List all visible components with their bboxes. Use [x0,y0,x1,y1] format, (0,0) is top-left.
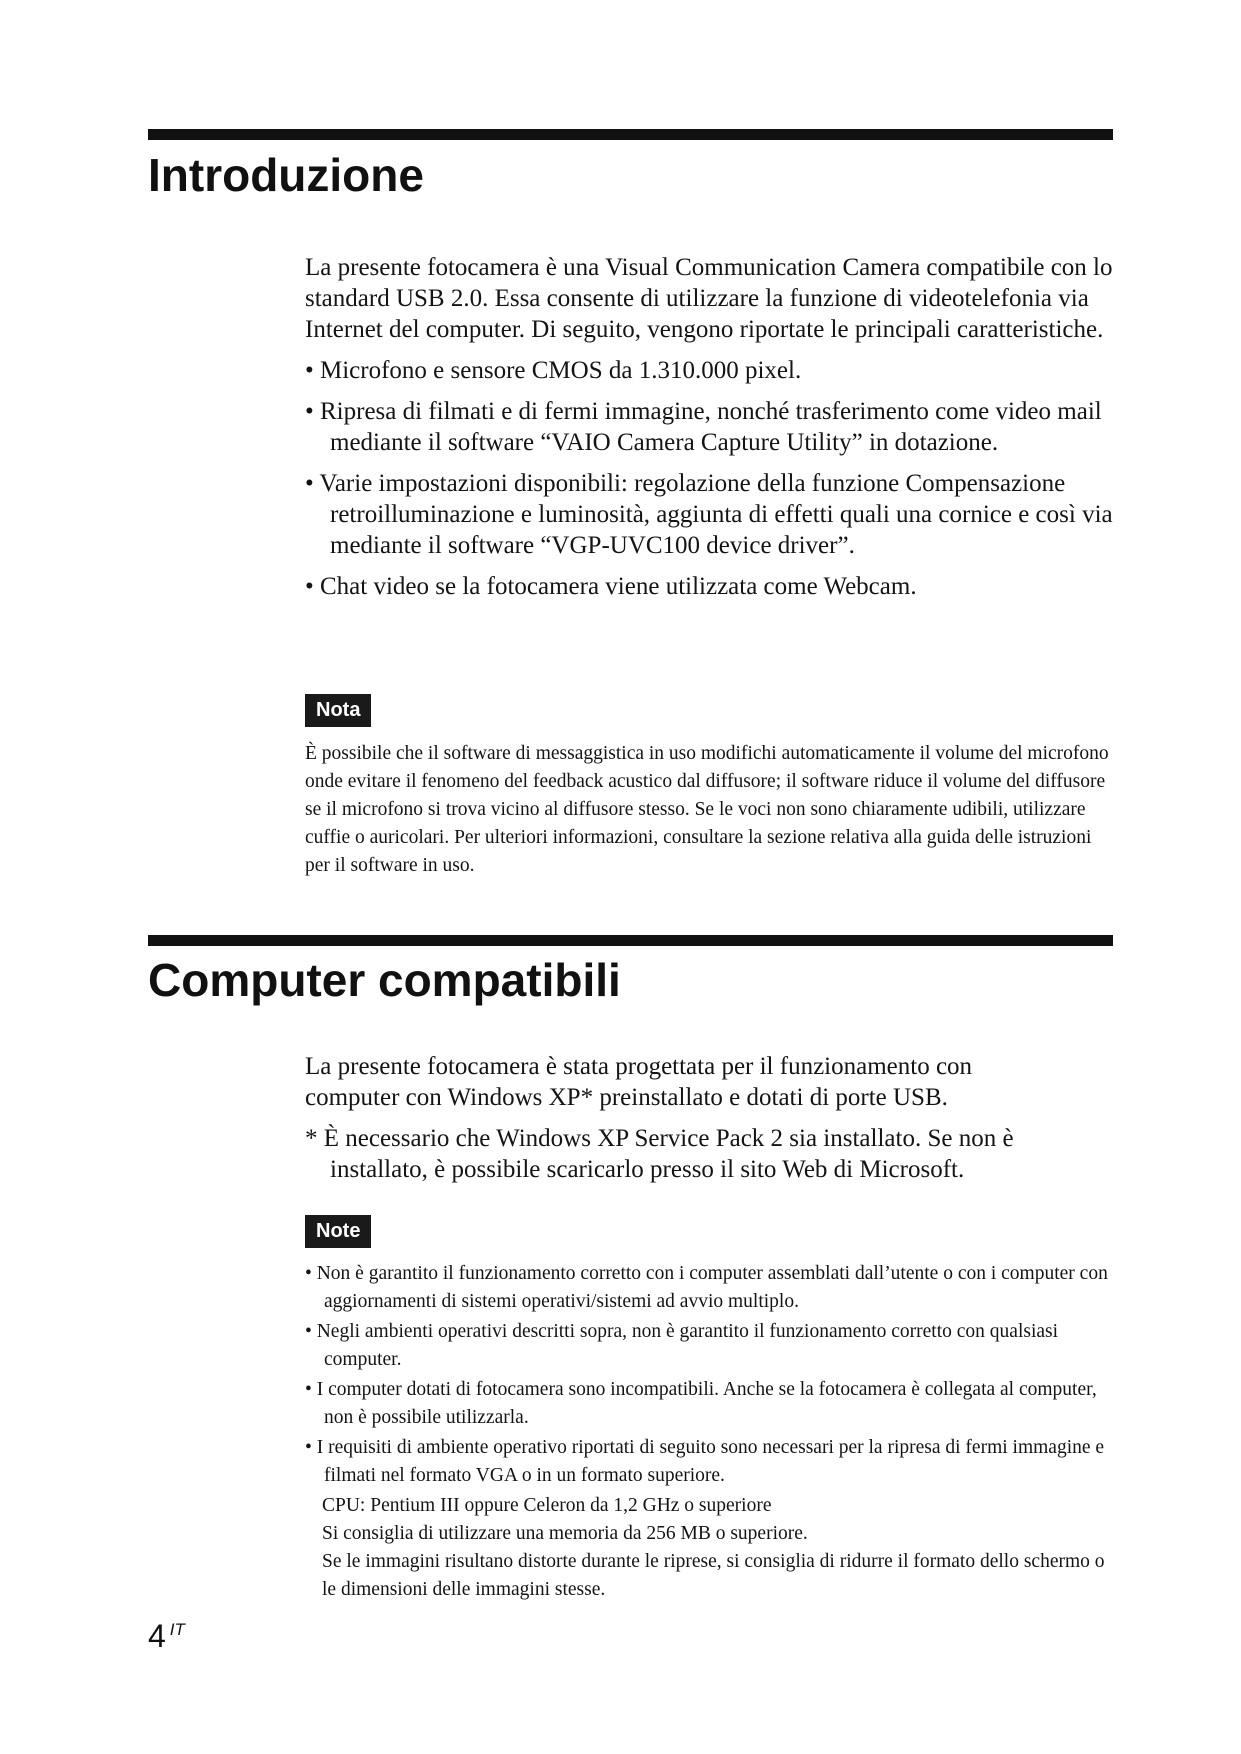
footnote: * È necessario che Windows XP Service Pack 2 sia installato. Se non è installato, è possibile scaricarlo presso il sito Web di Microsoft. [305,1125,1014,1183]
section-title-introduzione: Introduzione [148,149,424,201]
note-item: • I computer dotati di fotocamera sono incompatibili. Anche se la fotocamera è collegata al computer, non è possibile utilizzarla. [305,1379,1097,1428]
section-rule-computer-compatibili [148,935,1113,946]
feature-bullet: • Varie impostazioni disponibili: regolazione della funzione Compensazione retroilluminazione e luminosità, aggiunta di effetti quali una cornice e così via mediante il software “VGP-UVC100 device driver”. [305,470,1113,559]
page-number-value: 4 [148,1618,166,1654]
section-title-computer-compatibili: Computer compatibili [148,954,621,1006]
page-lang: IT [169,1620,185,1639]
introduzione-body [305,252,1115,602]
computer-compatibili-body [305,1051,1065,1185]
nota-text-block [305,740,1120,880]
note-item: • Negli ambienti operativi descritti sopra, non è garantito il funzionamento corretto con qualsiasi computer. [305,1321,1059,1370]
note-badge: Note [305,1215,371,1248]
feature-bullet: • Ripresa di filmati e di fermi immagine, nonché trasferimento come video mail mediante il software “VAIO Camera Capture Utility” in dotazione. [305,398,1102,456]
requirement-line: CPU: Pentium III oppure Celeron da 1,2 GHz o superiore [322,1495,772,1516]
section-rule-introduzione [148,129,1113,140]
page-number [148,1618,185,1655]
computer-compatibili-intro: La presente fotocamera è stata progettata per il funzionamento con computer con Windows XP* preinstallato e dotati di porte USB. [305,1053,973,1111]
nota-badge: Nota [305,694,371,727]
note-item: • I requisiti di ambiente operativo riportati di seguito sono necessari per la ripresa di fermi immagine e filmati nel formato VGA o in un formato superiore. [305,1437,1105,1486]
requirement-line: Si consiglia di utilizzare una memoria da 256 MB o superiore. [322,1523,808,1544]
notes-list [305,1260,1120,1604]
feature-bullet: • Chat video se la fotocamera viene utilizzata come Webcam. [305,573,917,600]
note-item: • Non è garantito il funzionamento corretto con i computer assemblati dall’utente o con i computer con aggiornamenti di sistemi operativi/sistemi ad avvio multiplo. [305,1263,1108,1312]
nota-text: È possibile che il software di messaggistica in uso modifichi automaticamente il volume del microfono onde evitare il fenomeno del feedback acustico dal diffusore; il software riduce il volume del diffusore se il microfono si trova vicino al diffusore stesso. Se le voci non sono chiaramente udibili, utilizzare cuffie o auricolari. Per ulteriori informazioni, consultare la sezione relativa alla guida delle istruzioni per il software in uso. [305,743,1109,876]
feature-bullet: • Microfono e sensore CMOS da 1.310.000 pixel. [305,357,802,384]
introduzione-intro: La presente fotocamera è una Visual Communication Camera compatibile con lo standard USB 2.0. Essa consente di utilizzare la funzione di videotelefonia via Internet del computer. Di seguito, vengono riportate le principali caratteristiche. [305,254,1113,343]
requirement-line: Se le immagini risultano distorte durante le riprese, si consiglia di ridurre il formato dello schermo o le dimensioni delle immagini stesse. [322,1551,1105,1600]
